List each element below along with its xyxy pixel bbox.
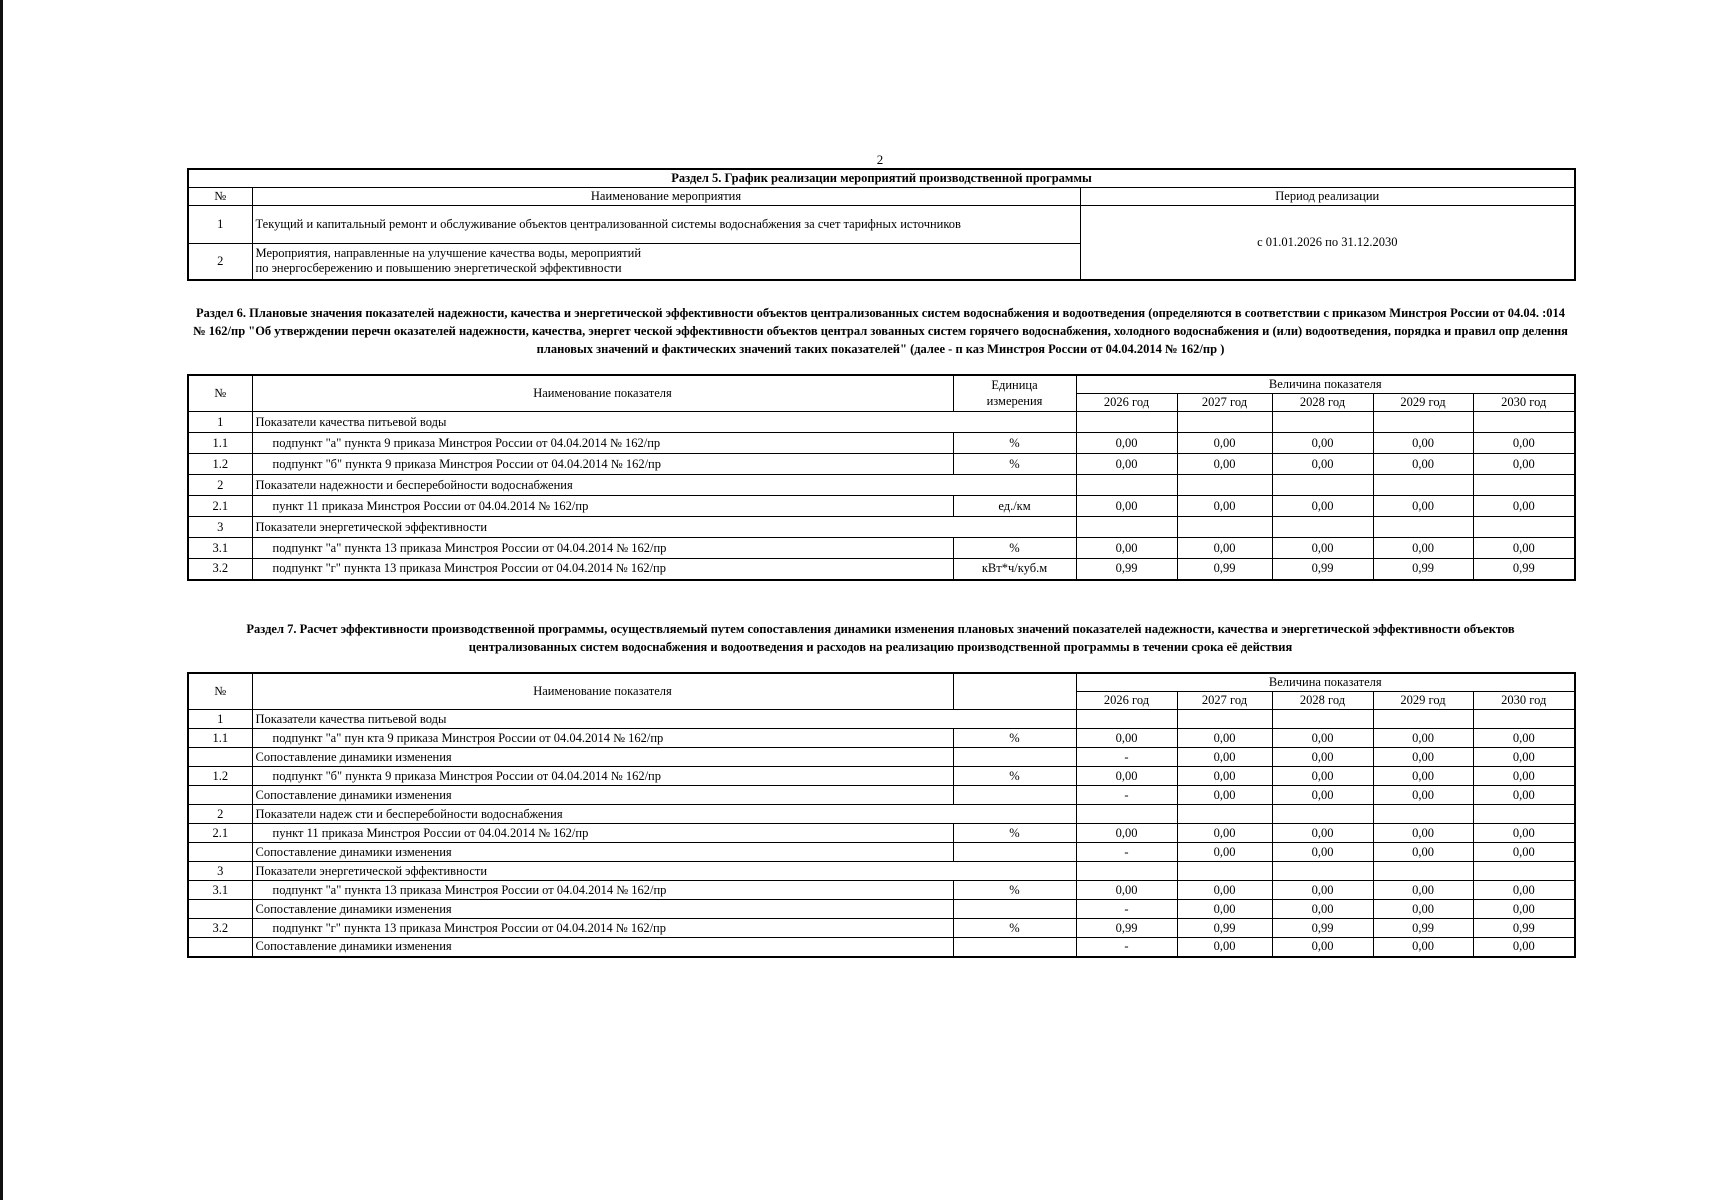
value-cell: 0,00: [1177, 843, 1272, 862]
value-cell: -: [1076, 843, 1177, 862]
activity-name: [252, 244, 1080, 280]
value-cell: 0,00: [1272, 729, 1373, 748]
unit-cell: %: [953, 538, 1076, 559]
value-cell: 0,00: [1373, 938, 1473, 957]
value-cell: 0,00: [1177, 748, 1272, 767]
value-cell: 0,00: [1177, 881, 1272, 900]
value-cell: 0,00: [1177, 786, 1272, 805]
indicator-row: [188, 767, 1575, 786]
empty-cell: [1373, 710, 1473, 729]
year-header: 2030 год: [1473, 692, 1575, 710]
value-cell: 0,00: [1177, 729, 1272, 748]
group-row: [188, 710, 1575, 729]
empty-cell: [1373, 805, 1473, 824]
section6-col-no: №: [188, 375, 252, 412]
empty-cell: [1177, 517, 1272, 538]
value-cell: 0,00: [1272, 496, 1373, 517]
value-cell: 0,00: [1076, 538, 1177, 559]
empty-cell: [1076, 412, 1177, 433]
value-cell: 0,00: [1473, 433, 1575, 454]
indicator-row: [188, 496, 1575, 517]
row-number: 1.2: [188, 454, 252, 475]
value-cell: 0,00: [1076, 496, 1177, 517]
row-number: 3.1: [188, 538, 252, 559]
section6-col-name: Наименование показателя: [252, 375, 953, 412]
row-number: 1: [188, 710, 252, 729]
value-cell: 0,00: [1076, 767, 1177, 786]
row-number: 3.1: [188, 881, 252, 900]
group-name: Показатели качества питьевой воды: [252, 710, 1076, 729]
unit-cell: %: [953, 824, 1076, 843]
empty-cell: [1177, 805, 1272, 824]
indicator-name: пункт 11 приказа Минстроя России от 04.04.2014 № 162/пр: [252, 496, 953, 517]
empty-cell: [1473, 862, 1575, 881]
unit-cell: %: [953, 881, 1076, 900]
section7-title: Раздел 7. Расчет эффективности производственной программы, осуществляемый путем сопоставления динамики изменения плановых значений показателей надежности, качества и энергетической эффективности объектов централизованных систем водоснабжения и водоотведения и расходов на реализацию производственной программы в течении срока её действия: [246, 622, 1515, 655]
row-number: 1.2: [188, 767, 252, 786]
row-number: 2: [188, 805, 252, 824]
value-cell: 0,00: [1373, 824, 1473, 843]
value-cell: 0,00: [1473, 938, 1575, 957]
value-cell: 0,00: [1473, 454, 1575, 475]
empty-cell: [1272, 517, 1373, 538]
empty-cell: [1272, 805, 1373, 824]
group-name: Показатели энергетической эффективности: [252, 517, 1076, 538]
page-edge: [0, 0, 3, 1200]
section7-table: [187, 672, 1576, 958]
empty-cell: [1177, 412, 1272, 433]
year-header: 2030 год: [1473, 394, 1575, 412]
value-cell: 0,99: [1373, 559, 1473, 580]
empty-cell: [1177, 862, 1272, 881]
value-cell: 0,99: [1473, 559, 1575, 580]
empty-cell: [1177, 475, 1272, 496]
year-header: 2029 год: [1373, 692, 1473, 710]
empty-cell: [1272, 475, 1373, 496]
comparison-row: [188, 900, 1575, 919]
indicator-name: пункт 11 приказа Минстроя России от 04.04.2014 № 162/пр: [252, 824, 953, 843]
value-cell: 0,00: [1177, 433, 1272, 454]
group-name: Показатели надеж сти и бесперебойности водоснабжения: [252, 805, 1076, 824]
indicator-name: подпункт "а" пун кта 9 приказа Минстроя России от 04.04.2014 № 162/пр: [252, 729, 953, 748]
value-cell: 0,00: [1177, 824, 1272, 843]
unit-cell: [953, 938, 1076, 957]
value-cell: 0,00: [1373, 496, 1473, 517]
value-cell: 0,00: [1373, 729, 1473, 748]
value-cell: -: [1076, 900, 1177, 919]
value-cell: 0,00: [1177, 454, 1272, 475]
comparison-row: [188, 748, 1575, 767]
row-number: 2: [188, 244, 252, 280]
section5-col-name: Наименование мероприятия: [252, 188, 1080, 206]
value-cell: 0,00: [1473, 748, 1575, 767]
value-cell: 0,00: [1272, 786, 1373, 805]
year-header: 2027 год: [1177, 394, 1272, 412]
empty-cell: [1473, 710, 1575, 729]
section7-heading: [187, 616, 1574, 660]
group-row: [188, 805, 1575, 824]
unit-cell: [953, 843, 1076, 862]
unit-cell: %: [953, 433, 1076, 454]
empty-cell: [1076, 805, 1177, 824]
value-cell: 0,99: [1177, 559, 1272, 580]
value-cell: 0,00: [1076, 433, 1177, 454]
value-cell: 0,00: [1272, 433, 1373, 454]
indicator-row: [188, 559, 1575, 580]
empty-cell: [1373, 517, 1473, 538]
section5-col-period: Период реализации: [1080, 188, 1575, 206]
value-cell: 0,00: [1473, 900, 1575, 919]
indicator-name: подпункт "г" пункта 13 приказа Минстроя России от 04.04.2014 № 162/пр: [252, 919, 953, 938]
row-number: [188, 900, 252, 919]
empty-cell: [1373, 862, 1473, 881]
empty-cell: [1076, 475, 1177, 496]
value-cell: 0,00: [1373, 900, 1473, 919]
empty-cell: [1076, 862, 1177, 881]
year-header: 2027 год: [1177, 692, 1272, 710]
value-cell: 0,99: [1076, 919, 1177, 938]
section7-col-value: Величина показателя: [1076, 673, 1575, 692]
year-header: 2028 год: [1272, 692, 1373, 710]
value-cell: 0,00: [1373, 538, 1473, 559]
value-cell: -: [1076, 786, 1177, 805]
value-cell: 0,00: [1177, 496, 1272, 517]
section6-title: Раздел 6. Плановые значения показателей надежности, качества и энергетической эффективности объектов централизованных систем водоснабжения и водоотведения (определяются в соответствии с приказом Минстроя России от 04.04. :014 № 162/пр "Об утверждении перечн оказателей надежности, качества, энергет ческой эффективности объектов централ зованных систем горячего водоснабжения, холодного водоснабжения и (или) водоотведения, порядка и правил опр делення плановых значений и фактических значений таких показателей" (далее - п каз Минстроя России от 04.04.2014 № 162/пр ): [193, 306, 1568, 357]
value-cell: 0,99: [1272, 919, 1373, 938]
group-row: [188, 475, 1575, 496]
row-number: [188, 748, 252, 767]
unit-cell: ед./км: [953, 496, 1076, 517]
indicator-row: [188, 824, 1575, 843]
unit-cell: %: [953, 919, 1076, 938]
row-number: [188, 786, 252, 805]
value-cell: -: [1076, 938, 1177, 957]
value-cell: 0,00: [1076, 881, 1177, 900]
section7-body: [188, 710, 1575, 957]
empty-cell: [1272, 412, 1373, 433]
section7-col-unit: [953, 673, 1076, 710]
indicator-row: [188, 729, 1575, 748]
value-cell: 0,00: [1373, 767, 1473, 786]
unit-cell: %: [953, 729, 1076, 748]
empty-cell: [1272, 862, 1373, 881]
empty-cell: [1473, 475, 1575, 496]
value-cell: 0,00: [1177, 538, 1272, 559]
row-number: 3: [188, 862, 252, 881]
unit-header-line: измерения: [986, 393, 1043, 408]
value-cell: 0,99: [1373, 919, 1473, 938]
value-cell: 0,00: [1373, 433, 1473, 454]
group-name: Показатели энергетической эффективности: [252, 862, 1076, 881]
indicator-name: подпункт "б" пункта 9 приказа Минстроя России от 04.04.2014 № 162/пр: [252, 767, 953, 786]
value-cell: 0,00: [1177, 900, 1272, 919]
year-header: 2029 год: [1373, 394, 1473, 412]
empty-cell: [1373, 475, 1473, 496]
empty-cell: [1177, 710, 1272, 729]
value-cell: 0,00: [1373, 454, 1473, 475]
value-cell: 0,00: [1473, 729, 1575, 748]
activity-name-line: Мероприятия, направленные на улучшение качества воды, мероприятий: [255, 245, 642, 260]
empty-cell: [1373, 412, 1473, 433]
section6-heading: [187, 300, 1574, 362]
comparison-name: Сопоставление динамики изменения: [252, 843, 953, 862]
indicator-name: подпункт "г" пункта 13 приказа Минстроя России от 04.04.2014 № 162/пр: [252, 559, 953, 580]
row-number: 3.2: [188, 559, 252, 580]
activity-name: Текущий и капитальный ремонт и обслуживание объектов централизованной системы водоснабжения за счет тарифных источников: [252, 206, 1080, 244]
value-cell: 0,00: [1076, 729, 1177, 748]
value-cell: 0,00: [1473, 496, 1575, 517]
indicator-name: подпункт "б" пункта 9 приказа Минстроя России от 04.04.2014 № 162/пр: [252, 454, 953, 475]
value-cell: 0,00: [1272, 454, 1373, 475]
section6-body: [188, 412, 1575, 580]
value-cell: 0,00: [1272, 767, 1373, 786]
section5-table: [187, 168, 1576, 281]
indicator-row: [188, 433, 1575, 454]
unit-header-line: Единица: [991, 377, 1038, 392]
indicator-name: подпункт "а" пункта 9 приказа Минстроя России от 04.04.2014 № 162/пр: [252, 433, 953, 454]
row-number: [188, 938, 252, 957]
group-row: [188, 862, 1575, 881]
comparison-name: Сопоставление динамики изменения: [252, 748, 953, 767]
value-cell: 0,00: [1373, 786, 1473, 805]
section5-col-no: №: [188, 188, 252, 206]
value-cell: 0,00: [1272, 938, 1373, 957]
row-number: 2.1: [188, 824, 252, 843]
row-number: 3.2: [188, 919, 252, 938]
value-cell: 0,99: [1076, 559, 1177, 580]
period-value: с 01.01.2026 по 31.12.2030: [1080, 206, 1575, 280]
section5-title: Раздел 5. График реализации мероприятий производственной программы: [188, 169, 1575, 188]
section5: [187, 168, 1574, 281]
row-number: 1.1: [188, 729, 252, 748]
empty-cell: [1076, 517, 1177, 538]
group-name: Показатели надежности и бесперебойности водоснабжения: [252, 475, 1076, 496]
value-cell: 0,00: [1373, 843, 1473, 862]
indicator-name: подпункт "а" пункта 13 приказа Минстроя России от 04.04.2014 № 162/пр: [252, 881, 953, 900]
empty-cell: [1473, 412, 1575, 433]
value-cell: 0,00: [1473, 881, 1575, 900]
value-cell: 0,00: [1473, 786, 1575, 805]
indicator-name: подпункт "а" пункта 13 приказа Минстроя России от 04.04.2014 № 162/пр: [252, 538, 953, 559]
value-cell: -: [1076, 748, 1177, 767]
year-header: 2028 год: [1272, 394, 1373, 412]
empty-cell: [1473, 805, 1575, 824]
section6-col-value: Величина показателя: [1076, 375, 1575, 394]
section7: [187, 672, 1574, 958]
activity-name-line: по энергосбережению и повышению энергетической эффективности: [255, 261, 622, 276]
indicator-row: [188, 919, 1575, 938]
comparison-name: Сопоставление динамики изменения: [252, 938, 953, 957]
value-cell: 0,00: [1177, 767, 1272, 786]
value-cell: 0,00: [1272, 900, 1373, 919]
year-header: 2026 год: [1076, 692, 1177, 710]
section6-col-unit: [953, 375, 1076, 412]
value-cell: 0,00: [1076, 454, 1177, 475]
group-name: Показатели качества питьевой воды: [252, 412, 1076, 433]
value-cell: 0,00: [1076, 824, 1177, 843]
value-cell: 0,00: [1272, 881, 1373, 900]
unit-cell: [953, 786, 1076, 805]
value-cell: 0,00: [1272, 748, 1373, 767]
comparison-name: Сопоставление динамики изменения: [252, 900, 953, 919]
comparison-row: [188, 786, 1575, 805]
row-number: 1: [188, 412, 252, 433]
year-header: 2026 год: [1076, 394, 1177, 412]
unit-cell: %: [953, 454, 1076, 475]
row-number: [188, 843, 252, 862]
value-cell: 0,99: [1473, 919, 1575, 938]
unit-cell: [953, 900, 1076, 919]
value-cell: 0,00: [1473, 843, 1575, 862]
row-number: 3: [188, 517, 252, 538]
value-cell: 0,99: [1272, 559, 1373, 580]
value-cell: 0,00: [1473, 824, 1575, 843]
value-cell: 0,00: [1272, 843, 1373, 862]
empty-cell: [1076, 710, 1177, 729]
comparison-row: [188, 843, 1575, 862]
value-cell: 0,00: [1373, 748, 1473, 767]
row-number: 2: [188, 475, 252, 496]
unit-cell: кВт*ч/куб.м: [953, 559, 1076, 580]
indicator-row: [188, 454, 1575, 475]
row-number: 1: [188, 206, 252, 244]
row-number: 1.1: [188, 433, 252, 454]
section6-table: [187, 374, 1576, 581]
unit-cell: [953, 748, 1076, 767]
unit-cell: %: [953, 767, 1076, 786]
empty-cell: [1473, 517, 1575, 538]
group-row: [188, 517, 1575, 538]
value-cell: 0,00: [1177, 938, 1272, 957]
value-cell: 0,00: [1272, 824, 1373, 843]
empty-cell: [1272, 710, 1373, 729]
value-cell: 0,00: [1473, 538, 1575, 559]
group-row: [188, 412, 1575, 433]
row-number: 2.1: [188, 496, 252, 517]
indicator-row: [188, 538, 1575, 559]
section7-col-no: №: [188, 673, 252, 710]
indicator-row: [188, 881, 1575, 900]
page-number: 2: [876, 152, 884, 167]
section7-col-name: Наименование показателя: [252, 673, 953, 710]
value-cell: 0,00: [1473, 767, 1575, 786]
comparison-name: Сопоставление динамики изменения: [252, 786, 953, 805]
value-cell: 0,00: [1272, 538, 1373, 559]
section6: [187, 374, 1574, 581]
value-cell: 0,00: [1373, 881, 1473, 900]
value-cell: 0,99: [1177, 919, 1272, 938]
comparison-row: [188, 938, 1575, 957]
